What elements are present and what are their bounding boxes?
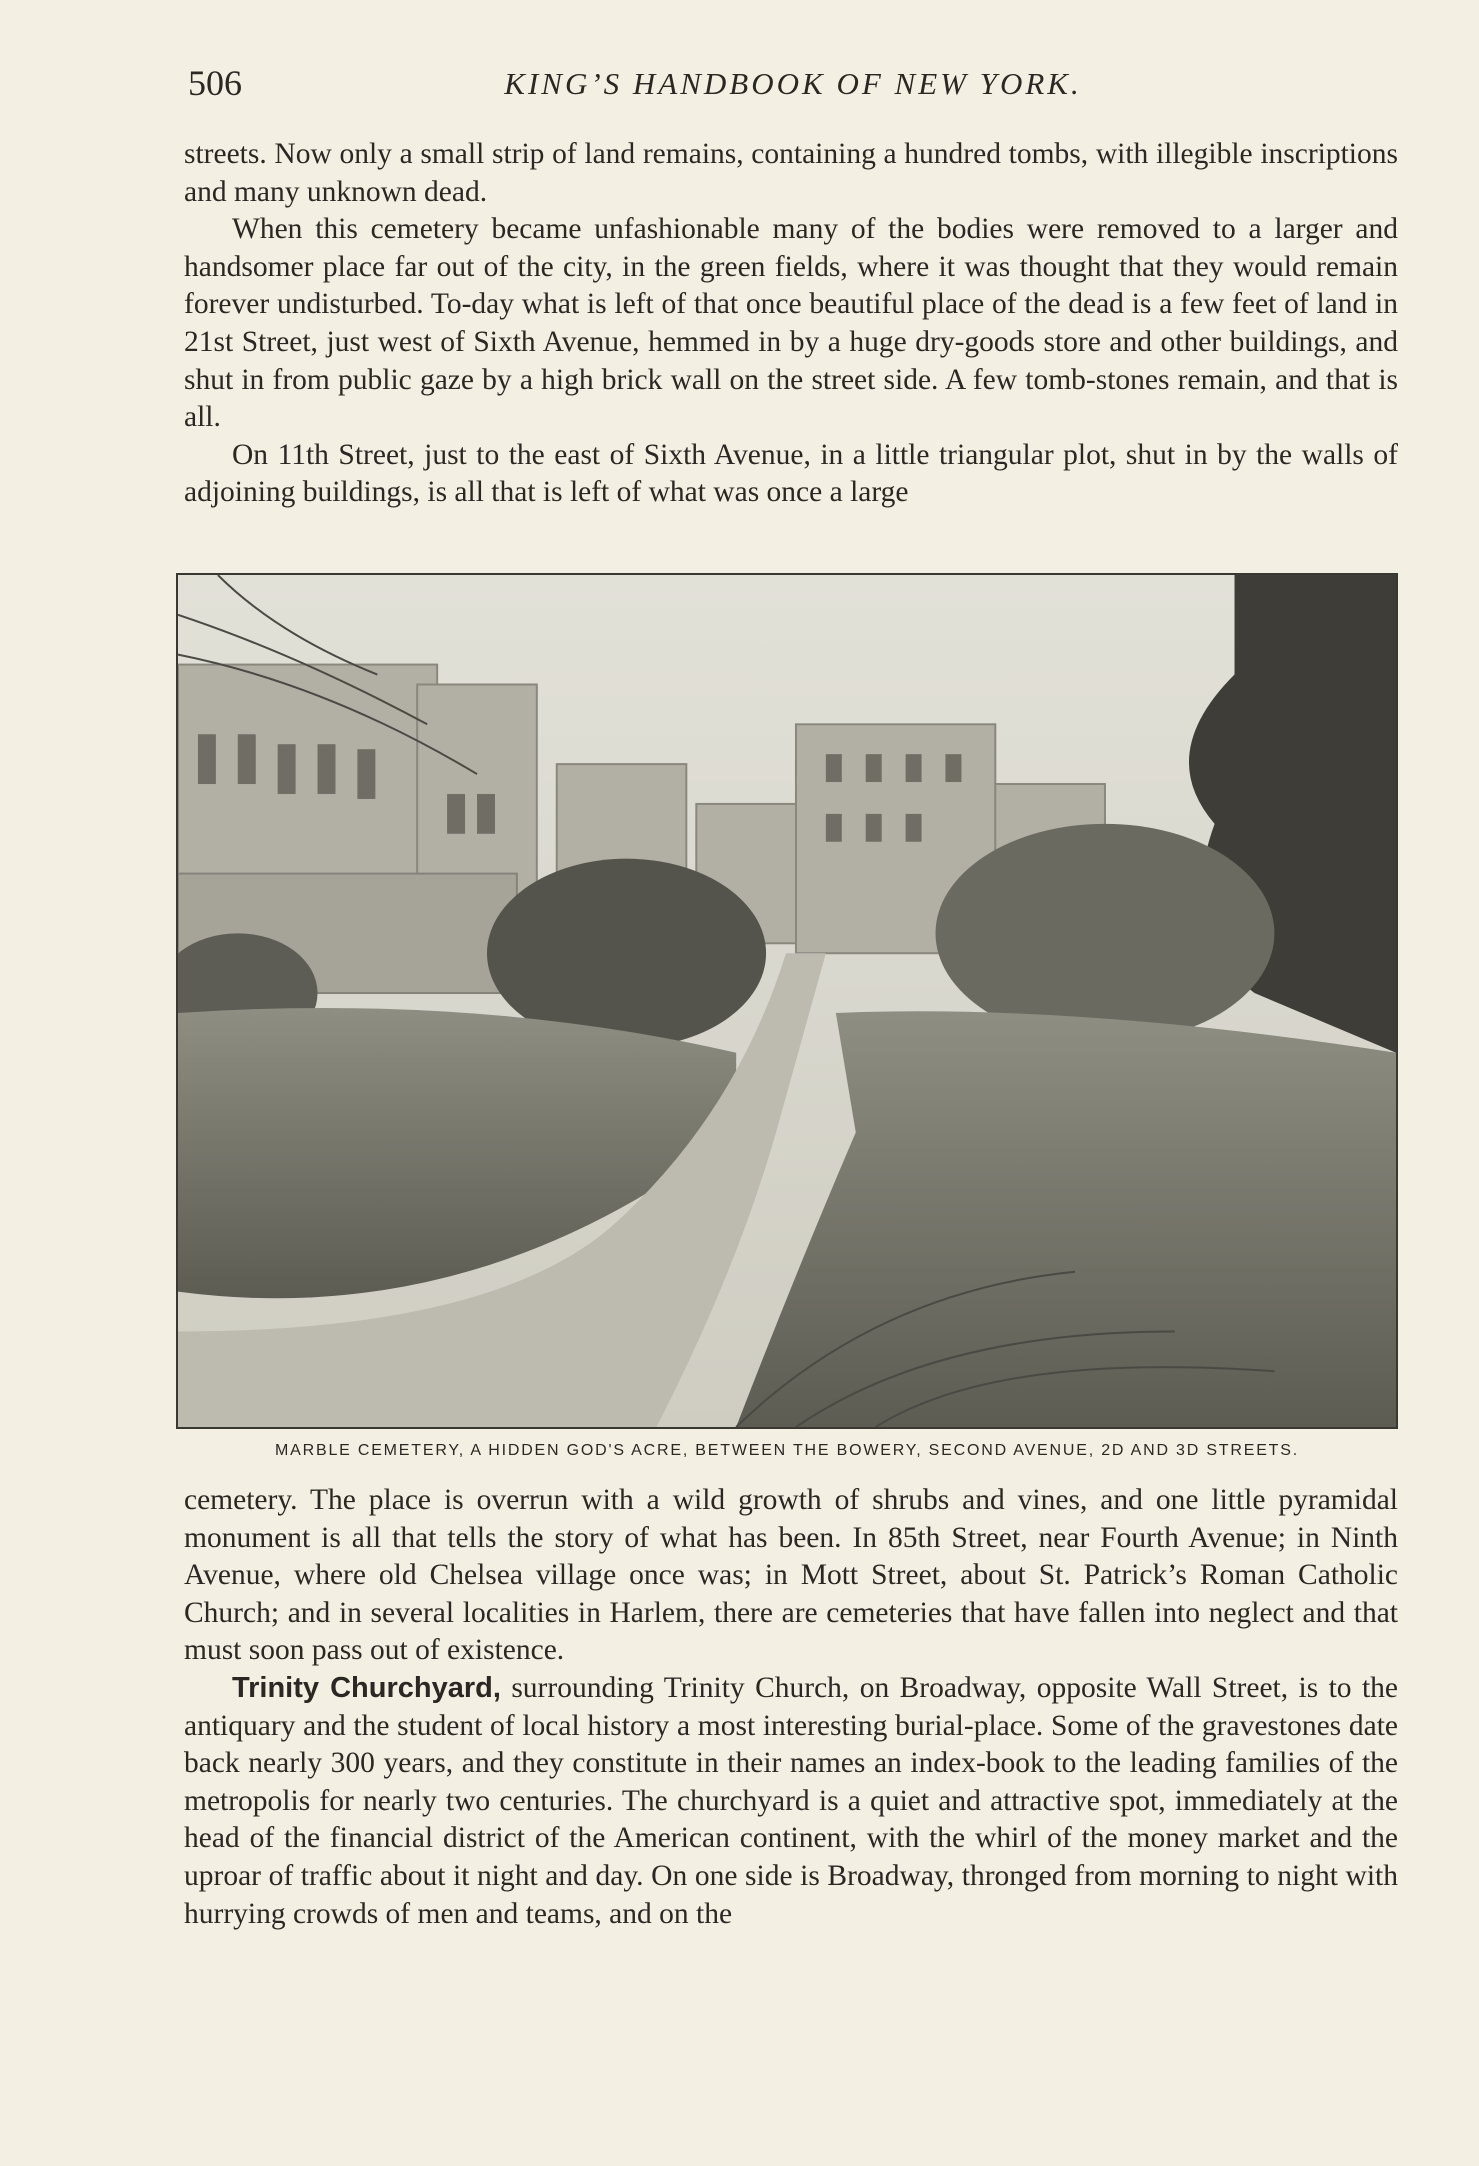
paragraph-neglected-cemeteries: cemetery. The place is overrun with a wild growth of shrubs and vines, and one little pyramidal monument is all that tells the story of what has been. In 85th Street, near Fourth Avenue; in Ninth Avenue, where old Chelsea village once was; in Mott Street, about St. Patrick’s Roman Catholic Church; and in several localities in Harlem, there are cemeteries that have fallen into neglect and that must soon pass out of existence. [184, 1484, 1398, 1667]
paragraph-continued: streets. Now only a small strip of land remains, containing a hundred tombs, with illegible inscriptions and many unknown dead. [184, 138, 1398, 208]
running-title: KING’S HANDBOOK OF NEW YORK. [504, 66, 1082, 101]
page-header [188, 62, 1398, 108]
body-text-bottom [184, 1482, 1398, 1933]
paragraph-trinity-churchyard [184, 1670, 1398, 1933]
cemetery-photo-illustration [178, 575, 1396, 1427]
paragraph-eleventh-street: On 11th Street, just to the east of Sixth Avenue, in a little triangular plot, shut in by the walls of adjoining buildings, is all that is left of what was once a large [184, 438, 1398, 509]
body-text-top [184, 136, 1398, 512]
trinity-churchyard-text: surrounding Trinity Church, on Broadway, opposite Wall Street, is to the antiquary and the student of local history a most interesting burial-place. Some of the gravestones date back nearly 300 years, and they constitute in their names an index-book to the leading families of the metropolis for nearly two centuries. The churchyard is a quiet and attractive spot, immediately at the head of the financial district of the American continent, with the whirl of the money market and the uproar of traffic about it night and day. On one side is Broadway, thronged from morning to night with hurrying crowds of men and teams, and on the [184, 1671, 1398, 1930]
cemetery-photograph [176, 573, 1398, 1429]
shrub-right [936, 824, 1275, 1043]
figure-caption: MARBLE CEMETERY, A HIDDEN GOD'S ACRE, BETWEEN THE BOWERY, SECOND AVENUE, 2D AND 3D STREETS. [275, 1442, 1299, 1459]
page-number: 506 [188, 63, 242, 103]
trinity-churchyard-heading: Trinity Churchyard, [232, 1671, 501, 1704]
paragraph-cemetery-removal: When this cemetery became unfashionable many of the bodies were removed to a larger and handsomer place far out of the city, in the green fields, where it was thought that they would remain forever undisturbed. To-day what is left of that once beautiful place of the dead is a few feet of land in 21st Street, just west of Sixth Avenue, hemmed in by a huge dry-goods store and other buildings, and shut in from public gaze by a high brick wall on the street side. A few tomb-stones remain, and that is all. [184, 213, 1398, 434]
